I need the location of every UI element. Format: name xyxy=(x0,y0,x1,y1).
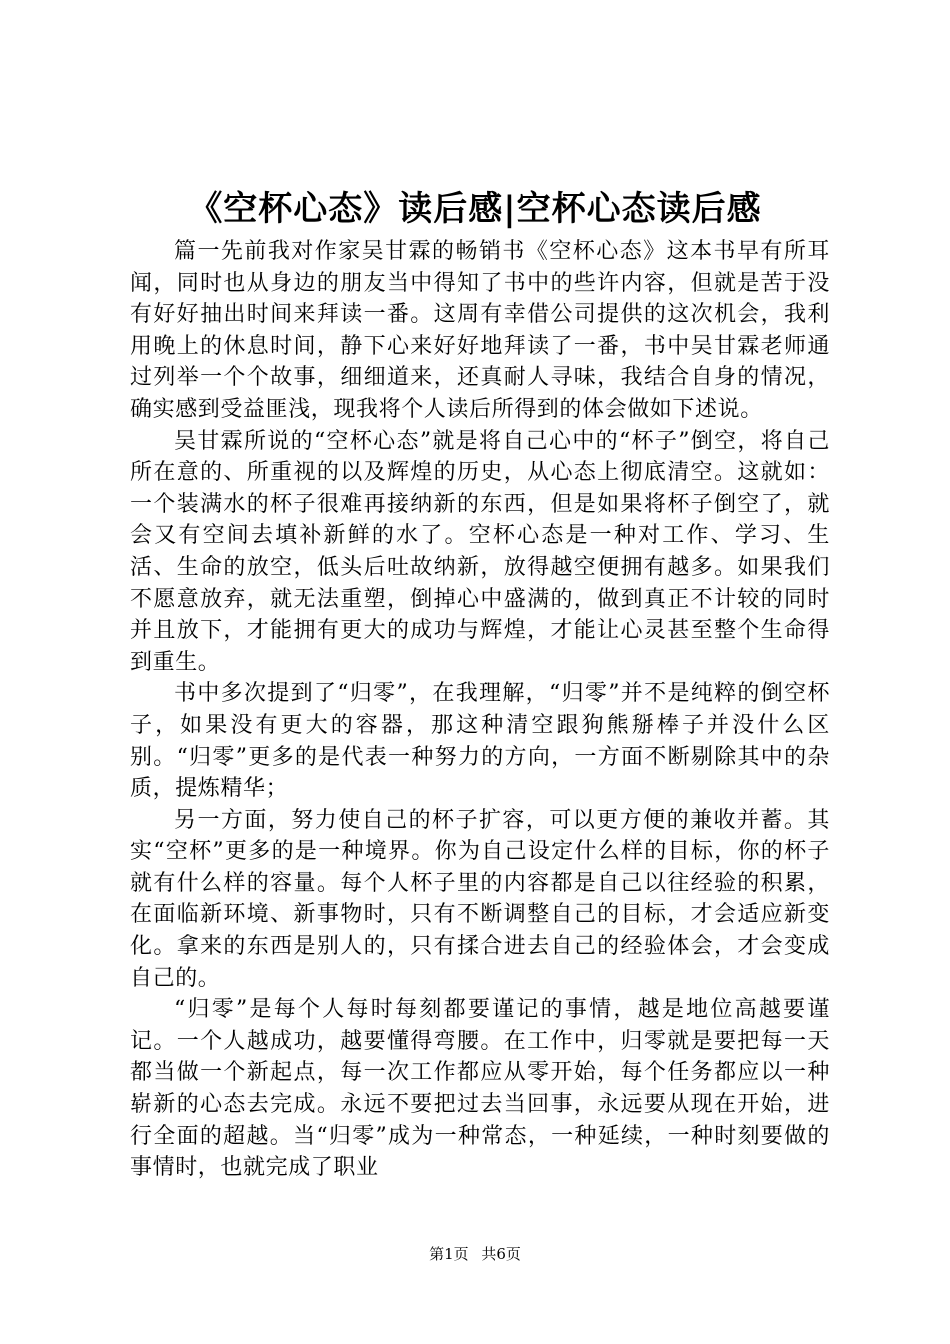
document-body xyxy=(130,236,830,1184)
page-number: 第1页 xyxy=(429,1245,469,1263)
paragraph: 篇一先前我对作家吴甘霖的畅销书《空杯心态》这本书早有所耳闻，同时也从身边的朋友当中得知了书中的些许内容，但就是苦于没有好好抽出时间来拜读一番。这周有幸借公司提供的这次机会，我利用晚上的休息时间，静下心来好好地拜读了一番，书中吴甘霖老师通过列举一个个故事，细细道来，还真耐人寻味，我结合自身的情况，确实感到受益匪浅，现我将个人读后所得到的体会做如下述说。 xyxy=(130,239,830,422)
paragraph: 吴甘霖所说的“空杯心态”就是将自己心中的“杯子”倒空，将自己所在意的、所重视的以及辉煌的历史，从心态上彻底清空。这就如：一个装满水的杯子很难再接纳新的东西，但是如果将杯子倒空了，就会又有空间去填补新鲜的水了。空杯心态是一种对工作、学习、生活、生命的放空，低头后吐故纳新，放得越空便拥有越多。如果我们不愿意放弃，就无法重塑，倒掉心中盛满的，做到真正不计较的同时并且放下，才能拥有更大的成功与辉煌，才能让心灵甚至整个生命得到重生。 xyxy=(130,428,830,675)
paragraph: “归零”是每个人每时每刻都要谨记的事情，越是地位高越要谨记。一个人越成功，越要懂得弯腰。在工作中，归零就是要把每一天都当做一个新起点，每一次工作都应从零开始，每个任务都应以一种崭新的心态去完成。永远不要把过去当回事，永远要从现在开始，进行全面的超越。当“归零”成为一种常态，一种延续，一种时刻要做的事情时，也就完成了职业 xyxy=(130,997,830,1181)
page-total: 共6页 xyxy=(481,1245,521,1263)
page-footer xyxy=(0,1242,950,1266)
paragraph: 另一方面，努力使自己的杯子扩容，可以更方便的兼收并蓄。其实“空杯”更多的是一种境界。你为自己设定什么样的目标，你的杯子就有什么样的容量。每个人杯子里的内容都是自己以往经验的积累，在面临新环境、新事物时，只有不断调整自己的目标，才会适应新变化。拿来的东西是别人的，只有揉合进去自己的经验体会，才会变成自己的。 xyxy=(130,807,830,991)
document-title: 《空杯心态》读后感|空杯心态读后感 xyxy=(188,189,762,229)
paragraph: 书中多次提到了“归零”，在我理解，“归零”并不是纯粹的倒空杯子，如果没有更大的容器，那这种清空跟狗熊掰棒子并没什么区别。“归零”更多的是代表一种努力的方向，一方面不断剔除其中的杂质，提炼精华； xyxy=(130,681,830,802)
